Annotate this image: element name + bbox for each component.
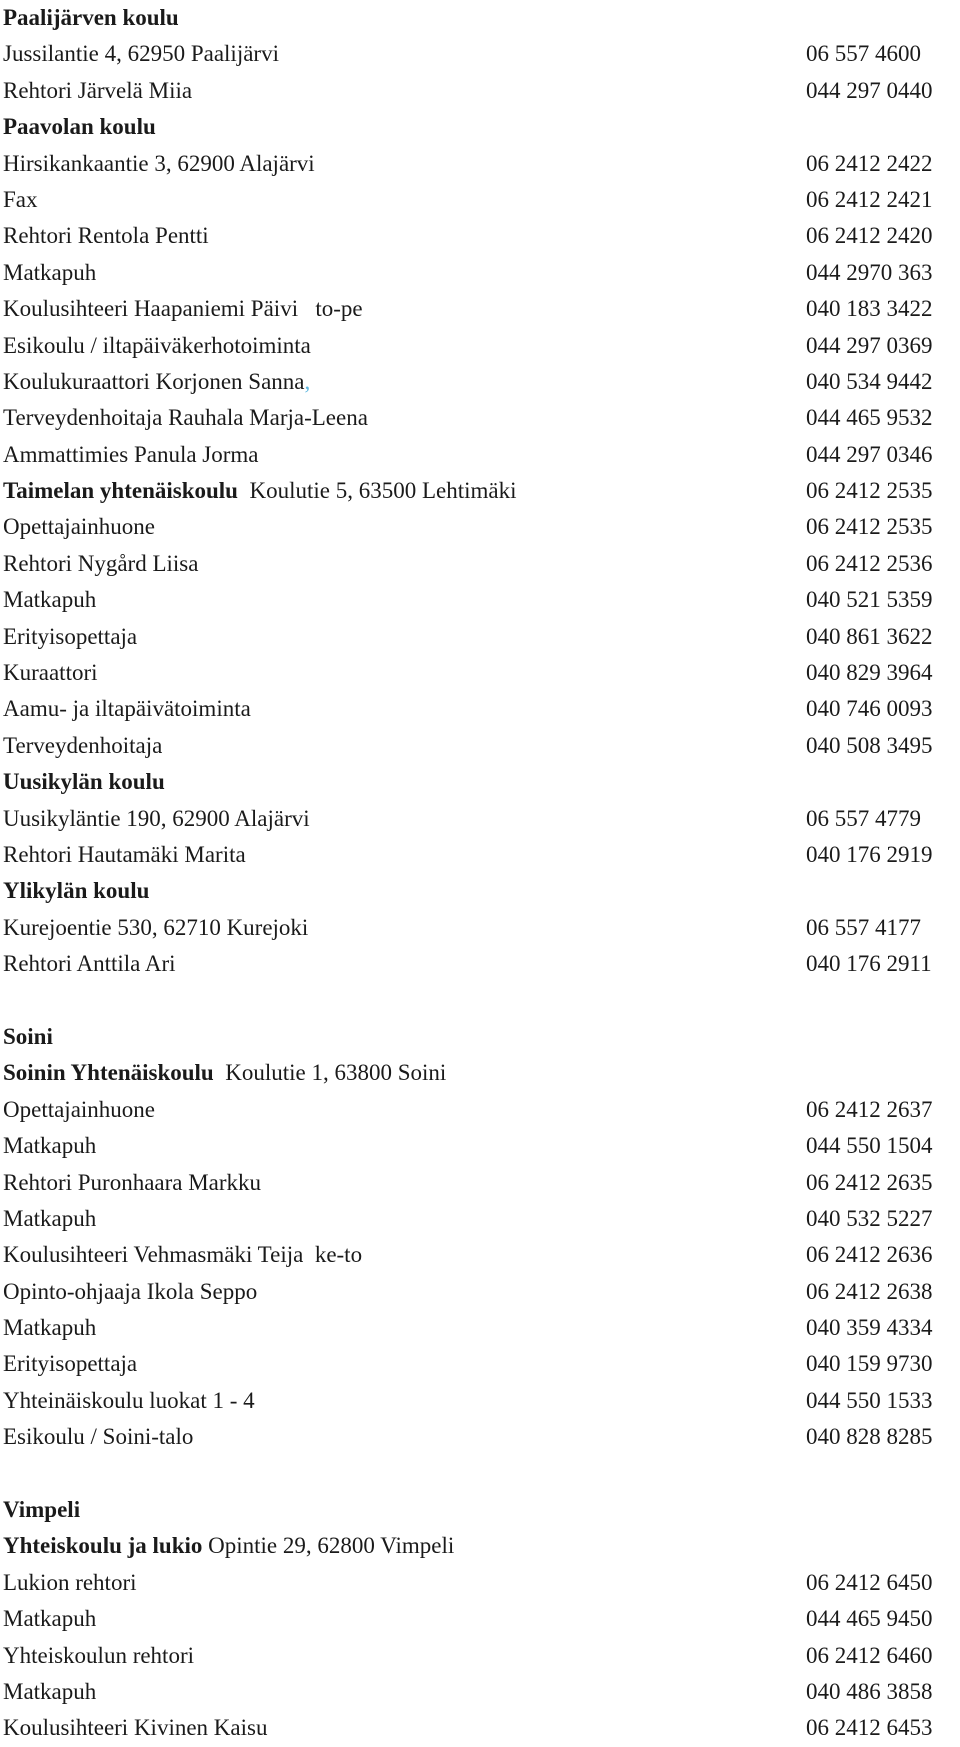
row-label bbox=[3, 364, 310, 400]
directory-row bbox=[0, 582, 960, 618]
directory-row bbox=[0, 1710, 960, 1746]
phone-number: 040 486 3858 bbox=[806, 1678, 933, 1704]
directory-row bbox=[0, 837, 960, 873]
directory-row bbox=[0, 1165, 960, 1201]
phone-number: 06 557 4177 bbox=[806, 914, 921, 940]
phone-number: 06 2412 2637 bbox=[806, 1096, 933, 1122]
row-label bbox=[3, 728, 162, 764]
row-label bbox=[3, 691, 251, 727]
contact-label: Rehtori Rentola Pentti bbox=[3, 223, 209, 249]
section-heading: Vimpeli bbox=[3, 1497, 81, 1523]
contact-label: Rehtori Järvelä Miia bbox=[3, 77, 193, 103]
phone-number: 06 2412 2422 bbox=[806, 150, 933, 176]
directory-row bbox=[0, 1092, 960, 1128]
row-label bbox=[3, 1638, 194, 1674]
school-address: Opintie 29, 62800 Vimpeli bbox=[202, 1533, 455, 1559]
row-label bbox=[3, 1128, 96, 1164]
row-label bbox=[3, 509, 155, 545]
directory-row bbox=[0, 400, 960, 436]
section-heading: Paalijärven koulu bbox=[3, 5, 179, 30]
row-label bbox=[3, 182, 38, 218]
school-address: Koulutie 1, 63800 Soini bbox=[213, 1060, 447, 1086]
section-spacer bbox=[0, 1456, 960, 1492]
row-label bbox=[3, 1165, 261, 1201]
row-label bbox=[3, 1674, 96, 1710]
phone-number: 040 861 3622 bbox=[806, 623, 933, 649]
contact-label: Opettajainhuone bbox=[3, 1096, 156, 1122]
directory-row bbox=[0, 1310, 960, 1346]
contact-label: Rehtori Hautamäki Marita bbox=[3, 841, 246, 867]
directory-row bbox=[0, 0, 960, 36]
contact-label: Erityisopettaja bbox=[3, 1351, 138, 1377]
row-label bbox=[3, 1346, 137, 1382]
directory-row bbox=[0, 1492, 960, 1528]
contact-label: Matkapuh bbox=[3, 1133, 97, 1159]
phone-number: 044 297 0440 bbox=[806, 77, 933, 103]
directory-row bbox=[0, 146, 960, 182]
row-label bbox=[3, 582, 96, 618]
directory-row bbox=[0, 1383, 960, 1419]
phone-number: 06 2412 2535 bbox=[806, 478, 933, 504]
directory-row bbox=[0, 437, 960, 473]
row-label bbox=[3, 837, 246, 873]
directory-row bbox=[0, 328, 960, 364]
row-label bbox=[3, 1710, 267, 1746]
contact-label: Koulusihteeri Kivinen Kaisu bbox=[3, 1715, 268, 1741]
contact-label: Yhteiskoulun rehtori bbox=[3, 1642, 194, 1668]
phone-number: 040 829 3964 bbox=[806, 660, 933, 686]
contact-label: Lukion rehtori bbox=[3, 1569, 137, 1595]
phone-number: 06 557 4779 bbox=[806, 805, 921, 831]
section-heading: Uusikylän koulu bbox=[3, 769, 165, 795]
directory-row bbox=[0, 1019, 960, 1055]
directory-row bbox=[0, 364, 960, 400]
phone-number: 040 159 9730 bbox=[806, 1351, 933, 1377]
directory-row bbox=[0, 473, 960, 509]
phone-number: 06 2412 2536 bbox=[806, 550, 933, 576]
row-label bbox=[3, 546, 198, 582]
phone-number: 040 534 9442 bbox=[806, 368, 933, 394]
phone-number: 040 746 0093 bbox=[806, 696, 933, 722]
directory-row bbox=[0, 1201, 960, 1237]
directory-row bbox=[0, 946, 960, 982]
row-label bbox=[3, 655, 98, 691]
row-label bbox=[3, 1383, 255, 1419]
directory-row bbox=[0, 1674, 960, 1710]
row-label bbox=[3, 36, 279, 72]
contact-label: Matkapuh bbox=[3, 1205, 97, 1231]
contact-label: Rehtori Nygård Liisa bbox=[3, 550, 199, 576]
phone-number: 06 2412 6460 bbox=[806, 1642, 933, 1668]
contact-label: Aamu- ja iltapäivätoiminta bbox=[3, 696, 251, 722]
row-label bbox=[3, 218, 209, 254]
contact-label: Rehtori Puronhaara Markku bbox=[3, 1169, 262, 1195]
directory-row bbox=[0, 655, 960, 691]
section-heading: Soini bbox=[3, 1023, 53, 1049]
directory-row bbox=[0, 1055, 960, 1091]
row-label bbox=[3, 1055, 446, 1091]
directory-row bbox=[0, 1528, 960, 1564]
school-name: Taimelan yhtenäiskoulu bbox=[3, 478, 238, 504]
phone-number: 040 532 5227 bbox=[806, 1205, 933, 1231]
label-suffix: , bbox=[304, 368, 311, 394]
contact-label: Terveydenhoitaja bbox=[3, 732, 163, 758]
phone-number: 06 2412 2638 bbox=[806, 1278, 933, 1304]
directory-row bbox=[0, 546, 960, 582]
contact-label: Opinto-ohjaaja Ikola Seppo bbox=[3, 1278, 258, 1304]
directory-row bbox=[0, 691, 960, 727]
contact-label: Terveydenhoitaja Rauhala Marja-Leena bbox=[3, 405, 368, 431]
section-heading: Ylikylän koulu bbox=[3, 878, 150, 904]
row-label bbox=[3, 73, 192, 109]
row-label bbox=[3, 1092, 155, 1128]
row-label bbox=[3, 1310, 96, 1346]
contact-label: Jussilantie 4, 62950 Paalijärvi bbox=[3, 41, 279, 67]
directory-row bbox=[0, 109, 960, 145]
row-label bbox=[3, 473, 517, 509]
contact-label: Matkapuh bbox=[3, 1606, 97, 1632]
row-label bbox=[3, 255, 96, 291]
phone-number: 06 2412 2420 bbox=[806, 223, 933, 249]
directory-row bbox=[0, 1565, 960, 1601]
row-label bbox=[3, 1601, 96, 1637]
directory-row bbox=[0, 910, 960, 946]
contact-label: Koulusihteeri Haapaniemi Päivi to-pe bbox=[3, 296, 363, 322]
directory-row bbox=[0, 1128, 960, 1164]
contact-label: Hirsikankaantie 3, 62900 Alajärvi bbox=[3, 150, 315, 176]
phone-number: 040 176 2911 bbox=[806, 951, 932, 977]
phone-number: 040 828 8285 bbox=[806, 1424, 933, 1450]
contact-label: Koulusihteeri Vehmasmäki Teija ke-to bbox=[3, 1242, 363, 1268]
phone-number: 06 2412 2421 bbox=[806, 186, 933, 212]
directory-row bbox=[0, 218, 960, 254]
directory-row bbox=[0, 1274, 960, 1310]
contact-label: Rehtori Anttila Ari bbox=[3, 951, 176, 977]
row-label bbox=[3, 328, 311, 364]
phone-number: 044 550 1533 bbox=[806, 1387, 933, 1413]
row-label bbox=[3, 946, 176, 982]
contact-label: Koulukuraattori Korjonen Sanna bbox=[3, 368, 305, 394]
row-label bbox=[3, 910, 308, 946]
school-name: Yhteiskoulu ja lukio bbox=[3, 1533, 203, 1559]
directory-row bbox=[0, 1419, 960, 1455]
directory-row bbox=[0, 728, 960, 764]
contact-label: Kurejoentie 530, 62710 Kurejoki bbox=[3, 914, 309, 940]
row-label bbox=[3, 1419, 193, 1455]
directory-row bbox=[0, 509, 960, 545]
directory-row bbox=[0, 291, 960, 327]
phone-number: 040 176 2919 bbox=[806, 841, 933, 867]
directory-row bbox=[0, 801, 960, 837]
school-name: Soinin Yhtenäiskoulu bbox=[3, 1060, 214, 1086]
phone-number: 040 508 3495 bbox=[806, 732, 933, 758]
phone-number: 06 2412 2635 bbox=[806, 1169, 933, 1195]
directory-row bbox=[0, 873, 960, 909]
row-label bbox=[3, 1237, 362, 1273]
directory-row bbox=[0, 619, 960, 655]
contact-label: Esikoulu / Soini-talo bbox=[3, 1424, 194, 1450]
phone-number: 040 183 3422 bbox=[806, 296, 933, 322]
phone-number: 044 2970 363 bbox=[806, 259, 933, 285]
directory-row bbox=[0, 36, 960, 72]
contact-label: Matkapuh bbox=[3, 1678, 97, 1704]
contact-label: Kuraattori bbox=[3, 660, 98, 686]
directory-row bbox=[0, 255, 960, 291]
row-label bbox=[3, 146, 315, 182]
phone-number: 044 550 1504 bbox=[806, 1133, 933, 1159]
row-label bbox=[3, 400, 368, 436]
contact-label: Fax bbox=[3, 186, 38, 212]
section-spacer bbox=[0, 983, 960, 1019]
contact-label: Uusikyläntie 190, 62900 Alajärvi bbox=[3, 805, 310, 831]
row-label bbox=[3, 1565, 137, 1601]
school-address: Koulutie 5, 63500 Lehtimäki bbox=[237, 478, 517, 504]
contact-label: Erityisopettaja bbox=[3, 623, 138, 649]
directory-row bbox=[0, 182, 960, 218]
phone-number: 06 2412 6453 bbox=[806, 1715, 933, 1741]
contact-label: Yhteinäiskoulu luokat 1 - 4 bbox=[3, 1387, 255, 1413]
phone-number: 06 2412 6450 bbox=[806, 1569, 933, 1595]
phone-number: 06 2412 2535 bbox=[806, 514, 933, 540]
directory-row bbox=[0, 1237, 960, 1273]
section-heading: Paavolan koulu bbox=[3, 114, 156, 140]
phone-number: 06 2412 2636 bbox=[806, 1242, 933, 1268]
row-label bbox=[3, 1274, 257, 1310]
directory-row bbox=[0, 73, 960, 109]
row-label bbox=[3, 1528, 454, 1564]
directory-row bbox=[0, 764, 960, 800]
contact-label: Matkapuh bbox=[3, 1315, 97, 1341]
contact-label: Matkapuh bbox=[3, 259, 97, 285]
row-label bbox=[3, 801, 310, 837]
phone-number: 040 521 5359 bbox=[806, 587, 933, 613]
phone-number: 044 297 0369 bbox=[806, 332, 933, 358]
directory-row bbox=[0, 1638, 960, 1674]
directory-row bbox=[0, 1601, 960, 1637]
row-label bbox=[3, 619, 137, 655]
phone-number: 044 465 9450 bbox=[806, 1606, 933, 1632]
contact-label: Opettajainhuone bbox=[3, 514, 156, 540]
row-label bbox=[3, 437, 259, 473]
phone-number: 06 557 4600 bbox=[806, 41, 921, 67]
phone-number: 044 465 9532 bbox=[806, 405, 933, 431]
phone-number: 044 297 0346 bbox=[806, 441, 933, 467]
contact-label: Esikoulu / iltapäiväkerhotoiminta bbox=[3, 332, 311, 358]
contact-label: Matkapuh bbox=[3, 587, 97, 613]
row-label bbox=[3, 1201, 96, 1237]
phone-number: 040 359 4334 bbox=[806, 1315, 933, 1341]
contact-label: Ammattimies Panula Jorma bbox=[3, 441, 259, 467]
row-label bbox=[3, 291, 363, 327]
directory-row bbox=[0, 1346, 960, 1382]
